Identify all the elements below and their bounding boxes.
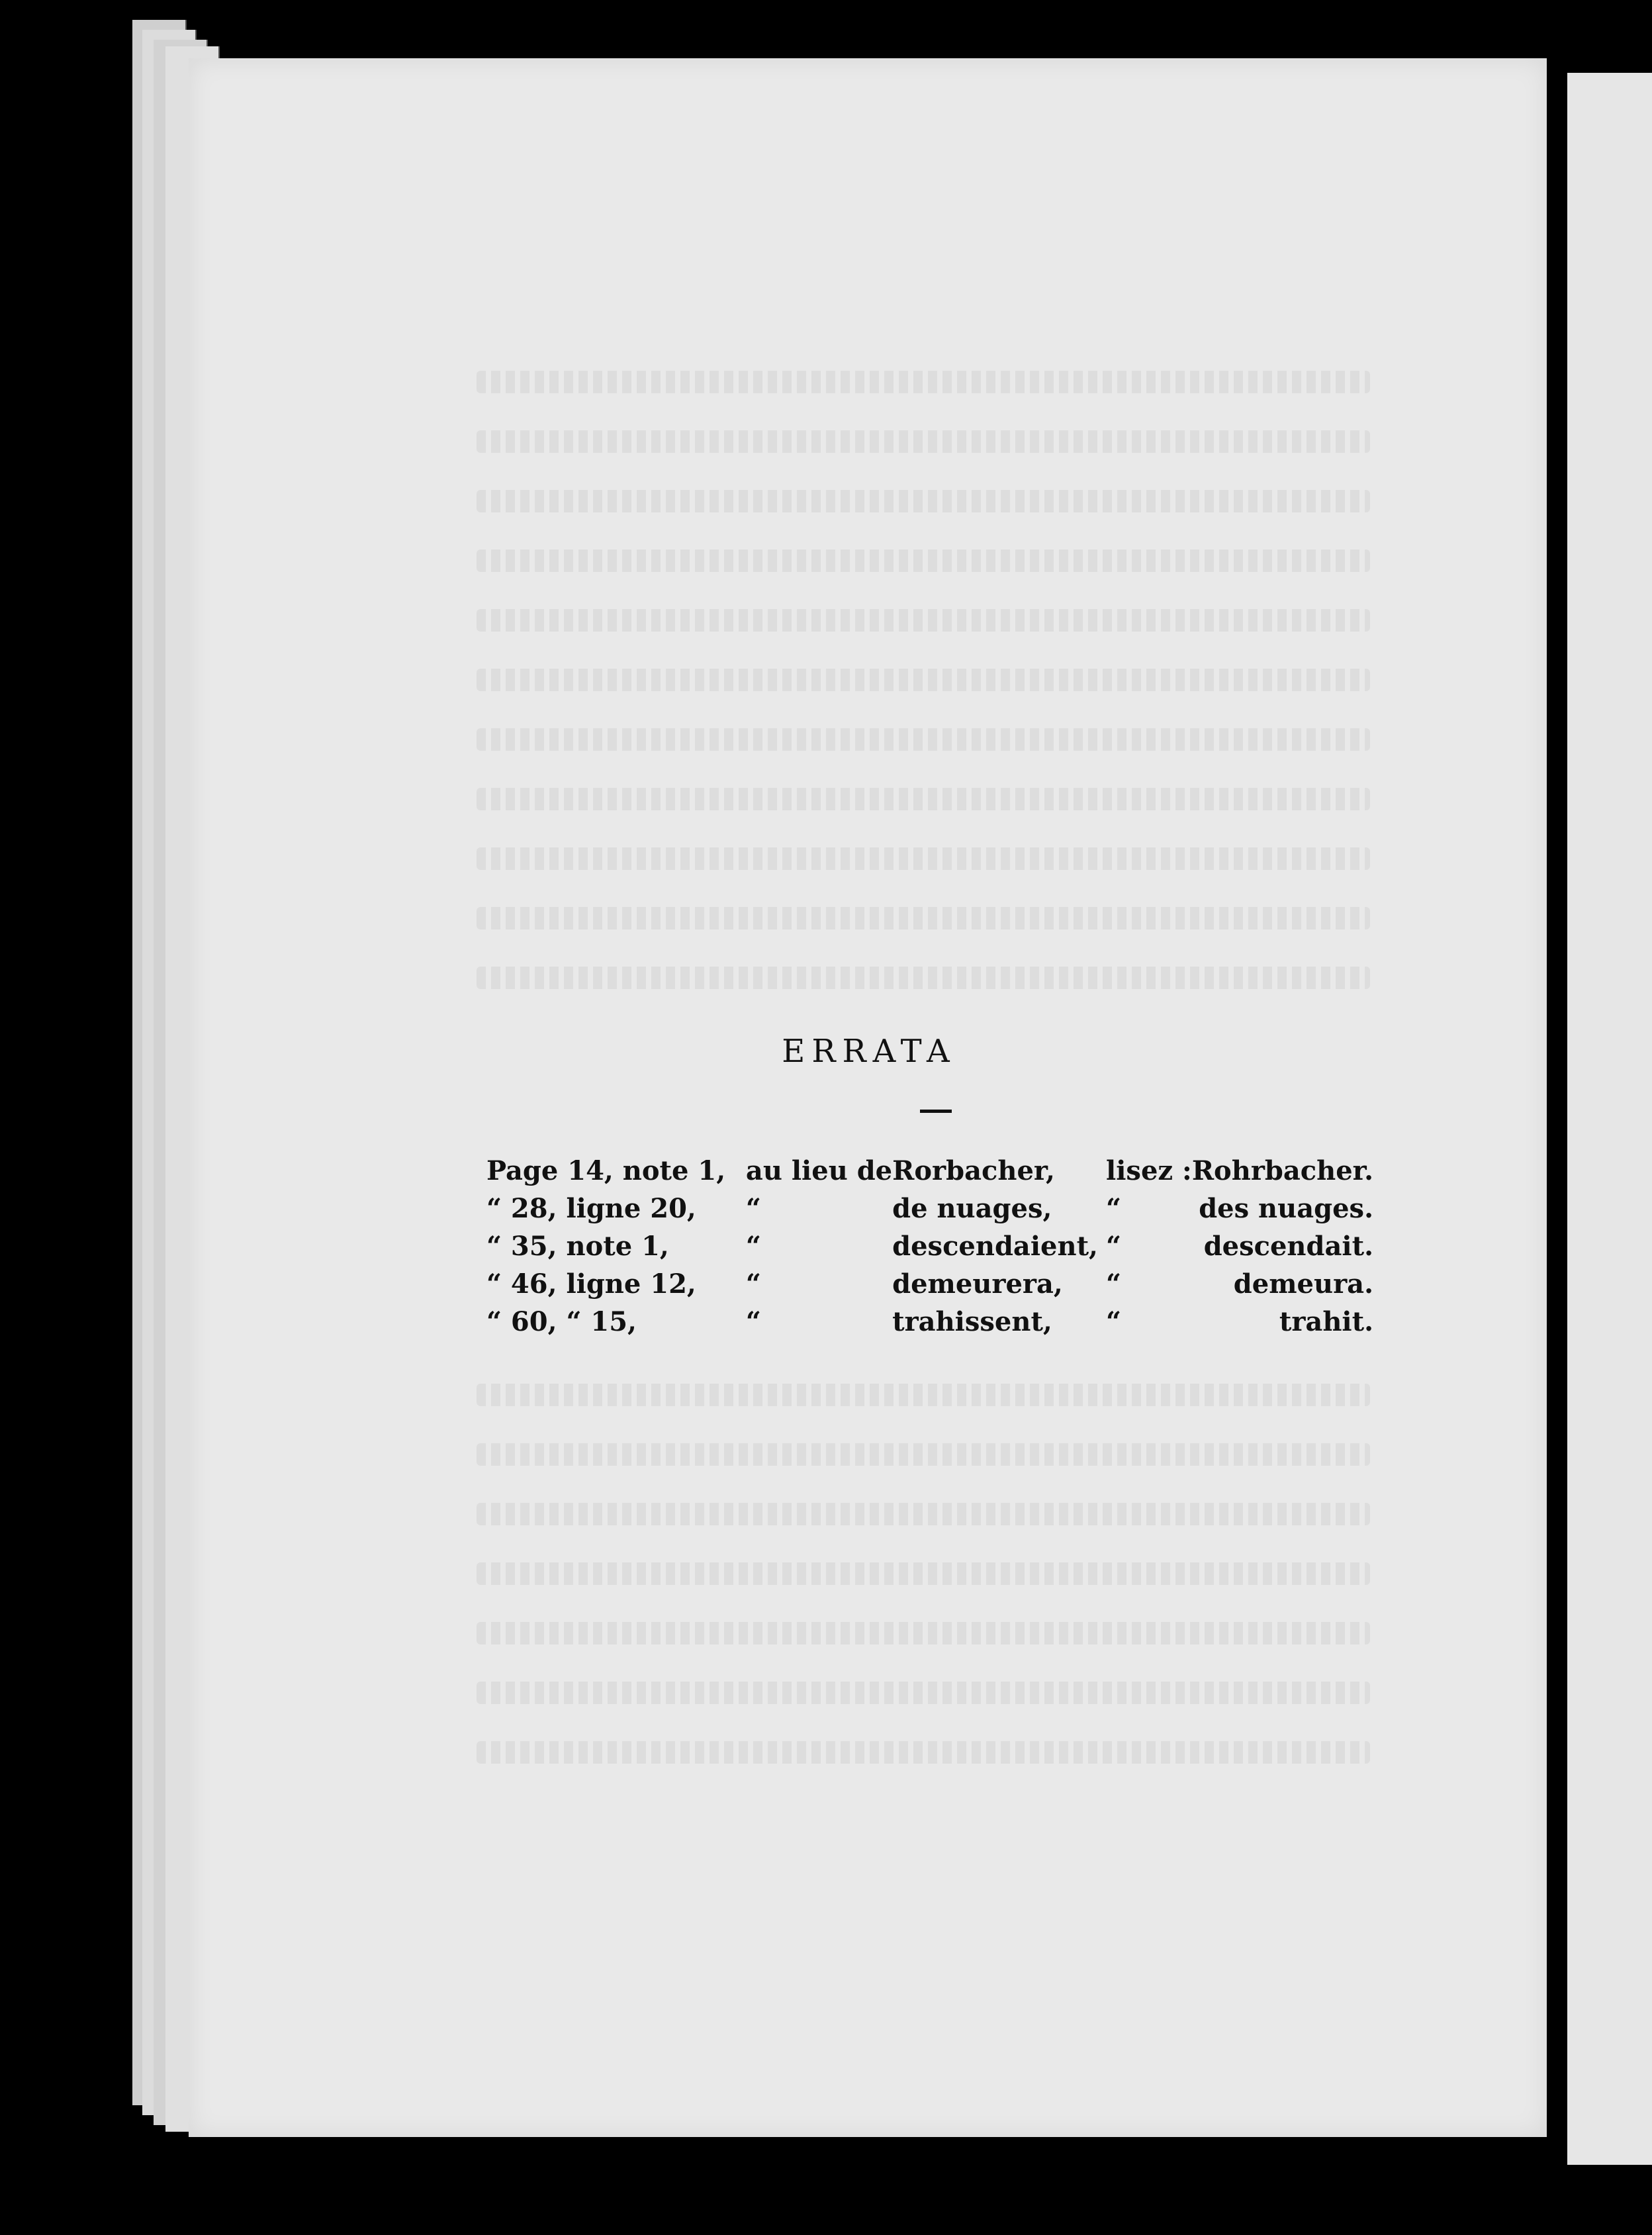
read-label: lisez :: [1106, 1155, 1192, 1186]
table-row: [486, 1227, 1373, 1265]
bleed-through: [477, 1443, 1370, 1466]
bleed-through: [477, 1562, 1370, 1585]
left-page: [189, 58, 1547, 2137]
bleed-through: [477, 788, 1370, 810]
erroneous-text: descendaient,: [892, 1231, 1098, 1262]
bleed-through: [477, 967, 1370, 989]
corrected-text: des nuages.: [1199, 1193, 1373, 1224]
erroneous-text: trahissent,: [892, 1306, 1052, 1337]
bleed-through: [477, 907, 1370, 929]
table-row: [486, 1303, 1373, 1341]
erroneous-text: demeurera,: [892, 1268, 1063, 1300]
read-label: “: [1106, 1193, 1122, 1224]
page-reference: “ 35, note 1,: [486, 1231, 669, 1262]
bleed-through: [477, 669, 1370, 691]
instead-of-label: au lieu de: [745, 1155, 893, 1186]
erroneous-text: Rorbacher,: [892, 1155, 1055, 1186]
page-reference: “ 46, ligne 12,: [486, 1268, 696, 1300]
corrected-text: Rohrbacher.: [1191, 1155, 1373, 1186]
bleed-through: [477, 609, 1370, 632]
table-row: [486, 1152, 1373, 1190]
instead-of-label: “: [745, 1268, 761, 1300]
page-reference: Page 14, note 1,: [486, 1155, 726, 1186]
bleed-through: [477, 728, 1370, 751]
bleed-through: [477, 371, 1370, 393]
bleed-through: [477, 430, 1370, 453]
page-reference: “ 60, “ 15,: [486, 1306, 637, 1337]
bleed-through: [477, 1622, 1370, 1644]
bleed-through: [477, 549, 1370, 572]
table-row: [486, 1190, 1373, 1227]
bleed-through: [477, 1682, 1370, 1704]
heading-rule: [920, 1110, 952, 1113]
read-label: “: [1106, 1268, 1122, 1300]
instead-of-label: “: [745, 1306, 761, 1337]
corrected-text: trahit.: [1279, 1306, 1373, 1337]
erroneous-text: de nuages,: [892, 1193, 1052, 1224]
bleed-through: [477, 847, 1370, 870]
right-page-edge: [1567, 73, 1652, 2165]
instead-of-label: “: [745, 1231, 761, 1262]
table-row: [486, 1265, 1373, 1303]
corrected-text: demeura.: [1233, 1268, 1373, 1300]
corrected-text: descendait.: [1203, 1231, 1373, 1262]
bleed-through: [477, 1741, 1370, 1764]
bleed-through: [477, 1503, 1370, 1525]
read-label: “: [1106, 1306, 1122, 1337]
page-reference: “ 28, ligne 20,: [486, 1193, 696, 1224]
read-label: “: [1106, 1231, 1122, 1262]
errata-heading: ERRATA: [782, 1033, 956, 1070]
instead-of-label: “: [745, 1193, 761, 1224]
errata-table: [486, 1152, 1373, 1341]
bleed-through: [477, 490, 1370, 512]
bleed-through: [477, 1384, 1370, 1406]
